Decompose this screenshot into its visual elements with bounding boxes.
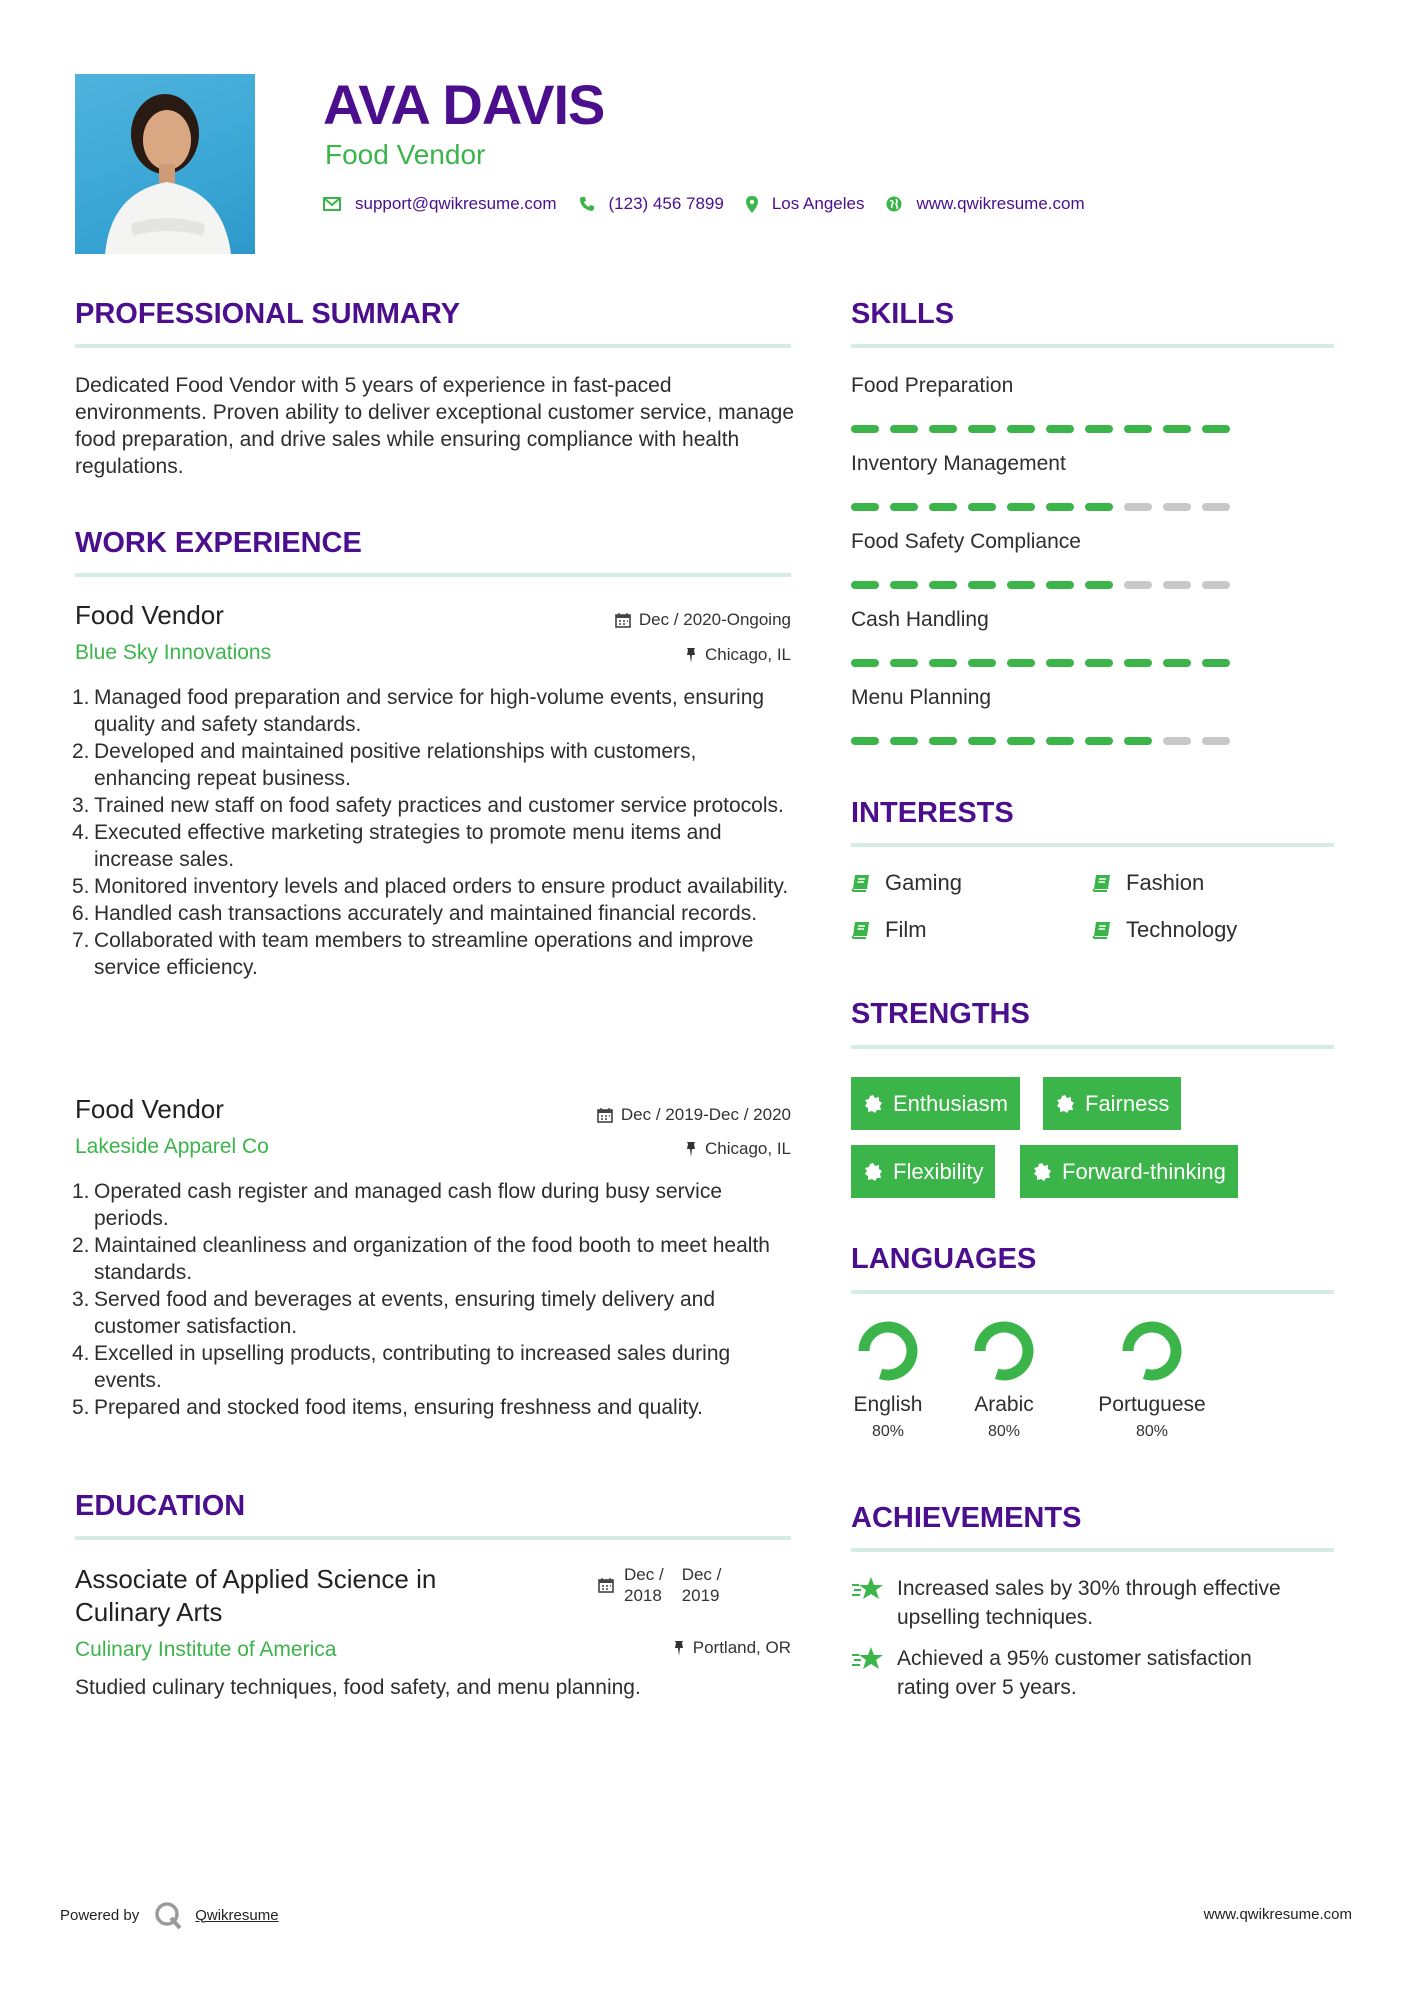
skill-segment	[1163, 659, 1191, 667]
language-percent: 80%	[1135, 1423, 1169, 1440]
job-2-dates-text: Dec / 2019-Dec / 2020	[620, 1105, 791, 1124]
pushpin-icon	[685, 647, 697, 663]
skill-segment	[1163, 503, 1191, 511]
achievement-item: Increased sales by 30% through effective upselling techniques.	[851, 1574, 1281, 1632]
contact-bar	[323, 194, 1107, 214]
skill-segment	[1085, 581, 1113, 589]
skill-segment	[968, 503, 996, 511]
skills-rule	[851, 344, 1334, 348]
contact-phone[interactable]	[579, 194, 724, 214]
skill-segment	[851, 659, 879, 667]
strength-tag: Fairness	[1043, 1077, 1181, 1130]
job-2-title: Food Vendor	[75, 1094, 224, 1124]
duty-item: 5. Prepared and stocked food items, ensuring freshness and quality.	[72, 1396, 703, 1419]
interest-item: Gaming	[851, 870, 962, 896]
edu-start-month: Dec /	[624, 1565, 664, 1584]
book-icon	[851, 921, 871, 939]
interest-item: Fashion	[1092, 870, 1204, 896]
badge-icon	[863, 1162, 883, 1182]
job-1-dates-text: Dec / 2020-Ongoing	[638, 610, 791, 629]
skill-segment	[851, 503, 879, 511]
skill-segment	[1202, 425, 1230, 433]
calendar-icon	[598, 1577, 614, 1593]
skill-segment	[1046, 737, 1074, 745]
job-2-location-text: Chicago, IL	[705, 1139, 791, 1158]
summary-rule	[75, 344, 791, 348]
degree-title	[75, 1563, 436, 1629]
pushpin-icon	[685, 1141, 697, 1157]
envelope-icon	[323, 197, 341, 211]
candidate-role: Food Vendor	[325, 139, 486, 170]
skill-segment	[1007, 581, 1035, 589]
skill-segment	[968, 425, 996, 433]
phone-icon	[579, 196, 595, 212]
duty-item: 1. Managed food preparation and service for high-volume events, ensuring quality and safety standards.	[72, 686, 765, 736]
strength-tag: Enthusiasm	[851, 1077, 1020, 1130]
duty-item: 1. Operated cash register and managed cash flow during busy service periods.	[72, 1180, 723, 1230]
skill-segment	[1007, 503, 1035, 511]
skill-segment	[851, 581, 879, 589]
skill-segment	[929, 581, 957, 589]
skill-segment	[1085, 737, 1113, 745]
degree-line-1: Associate of Applied Science in	[75, 1564, 437, 1594]
skill-segment	[851, 425, 879, 433]
book-icon	[851, 874, 871, 892]
language-gauge	[971, 1318, 1037, 1384]
skill-segment	[968, 659, 996, 667]
calendar-icon	[615, 612, 631, 628]
skill-segment	[890, 659, 918, 667]
interest-item: Technology	[1092, 917, 1237, 943]
skill-name: Food Safety Compliance	[851, 530, 1081, 553]
summary-heading: PROFESSIONAL SUMMARY	[75, 298, 461, 330]
job-2-duties	[72, 1178, 797, 1421]
contact-email[interactable]	[323, 194, 557, 214]
achievement-item: Achieved a 95% customer satisfaction rating over 5 years.	[851, 1644, 1252, 1702]
skill-segment	[890, 737, 918, 745]
education-location	[480, 1638, 791, 1658]
duty-item: 3. Trained new staff on food safety practices and customer service protocols.	[72, 794, 784, 817]
calendar-icon	[597, 1107, 613, 1123]
skill-segment	[1085, 503, 1113, 511]
skill-name: Inventory Management	[851, 452, 1066, 475]
skill-segment	[1124, 737, 1152, 745]
experience-rule	[75, 573, 791, 577]
job-2-location	[480, 1139, 791, 1159]
strength-tag: Forward-thinking	[1020, 1145, 1238, 1198]
skill-segment	[1124, 503, 1152, 511]
interest-item: Film	[851, 917, 927, 943]
duty-item: 2. Developed and maintained positive relationships with customers, enhancing repeat business.	[72, 740, 697, 790]
candidate-name: AVA DAVIS	[323, 73, 605, 136]
qwikresume-logo-icon	[153, 1900, 183, 1930]
language-arc	[1128, 1327, 1176, 1375]
skill-segment	[1163, 425, 1191, 433]
strength-tag: Flexibility	[851, 1145, 995, 1198]
languages-heading: LANGUAGES	[851, 1243, 1037, 1275]
job-1-location	[480, 645, 791, 665]
achievements-heading: ACHIEVEMENTS	[851, 1502, 1082, 1534]
duty-item: 4. Excelled in upselling products, contributing to increased sales during events.	[72, 1342, 731, 1392]
duty-item: 2. Maintained cleanliness and organization of the food booth to meet health standards.	[72, 1234, 770, 1284]
language-item	[944, 1318, 1064, 1441]
skill-segment	[890, 581, 918, 589]
education-rule	[75, 1536, 791, 1540]
duty-item: 3. Served food and beverages at events, ensuring timely delivery and customer satisfaction.	[72, 1288, 716, 1338]
skill-bar	[851, 425, 1241, 433]
skill-segment	[1202, 503, 1230, 511]
skill-segment	[851, 737, 879, 745]
degree-line-2: Culinary Arts	[75, 1597, 223, 1627]
language-arc	[864, 1327, 912, 1375]
skill-segment	[1007, 425, 1035, 433]
edu-end-month: Dec /	[681, 1565, 722, 1584]
education-description: Studied culinary techniques, food safety, and menu planning.	[75, 1676, 641, 1699]
skill-segment	[929, 659, 957, 667]
skill-segment	[1046, 425, 1074, 433]
languages-rule	[851, 1290, 1334, 1294]
interests-rule	[851, 843, 1334, 847]
job-2-company: Lakeside Apparel Co	[75, 1135, 269, 1158]
footer-powered-by	[60, 1900, 279, 1930]
location-text: Los Angeles	[771, 194, 865, 213]
duty-item: 4. Executed effective marketing strategies to promote menu items and increase sales.	[72, 821, 722, 871]
job-1-location-text: Chicago, IL	[705, 645, 791, 664]
skill-segment	[1085, 425, 1113, 433]
edu-start-year: 2018	[624, 1586, 662, 1605]
email-text: support@qwikresume.com	[355, 194, 557, 213]
strengths-heading: STRENGTHS	[851, 998, 1030, 1030]
badge-icon	[863, 1094, 883, 1114]
contact-location	[746, 194, 865, 214]
job-2-dates	[480, 1105, 791, 1125]
skill-segment	[1046, 503, 1074, 511]
experience-heading: WORK EXPERIENCE	[75, 527, 362, 559]
duty-item: 5. Monitored inventory levels and placed orders to ensure product availability.	[72, 875, 789, 898]
skill-segment	[1202, 659, 1230, 667]
globe-icon	[886, 196, 902, 212]
language-arc	[980, 1327, 1028, 1375]
skill-segment	[1124, 659, 1152, 667]
achievements-rule	[851, 1548, 1334, 1552]
skill-bar	[851, 581, 1241, 589]
powered-by-text: Powered by	[60, 1906, 140, 1924]
skill-bar	[851, 503, 1241, 511]
language-name: Arabic	[974, 1393, 1034, 1416]
summary-text: Dedicated Food Vendor with 5 years of experience in fast-paced environments. Proven ability to deliver exceptional customer service, manage food preparation, and drive sales while ensuring compliance with health regulations.	[75, 374, 795, 478]
book-icon	[1092, 874, 1112, 892]
skill-segment	[1202, 737, 1230, 745]
badge-icon	[1055, 1094, 1075, 1114]
strengths-rule	[851, 1045, 1334, 1049]
education-heading: EDUCATION	[75, 1490, 246, 1522]
job-1-dates	[480, 610, 791, 630]
job-1-title: Food Vendor	[75, 600, 224, 630]
edu-end-year: 2019	[681, 1586, 720, 1605]
skill-name: Cash Handling	[851, 608, 989, 631]
language-item	[1092, 1318, 1212, 1441]
job-1-duties	[72, 684, 797, 981]
trophy-star-icon	[851, 1576, 885, 1602]
skill-segment	[1124, 425, 1152, 433]
skill-segment	[968, 737, 996, 745]
language-gauge	[1119, 1318, 1185, 1384]
interests-heading: INTERESTS	[851, 797, 1014, 829]
duty-item: 6. Handled cash transactions accurately and maintained financial records.	[72, 902, 758, 925]
profile-photo	[75, 74, 255, 254]
duty-item: 7. Collaborated with team members to streamline operations and improve service efficiency.	[72, 929, 754, 979]
skill-segment	[1046, 581, 1074, 589]
language-name: Portuguese	[1098, 1393, 1206, 1416]
skill-segment	[1124, 581, 1152, 589]
education-dates	[598, 1564, 721, 1606]
skill-name: Menu Planning	[851, 686, 992, 709]
skills-heading: SKILLS	[851, 298, 955, 330]
contact-website[interactable]	[886, 194, 1084, 214]
language-percent: 80%	[987, 1423, 1021, 1440]
skill-segment	[968, 581, 996, 589]
language-name: English	[853, 1393, 923, 1416]
skill-segment	[1007, 737, 1035, 745]
skill-segment	[929, 737, 957, 745]
phone-text: (123) 456 7899	[608, 194, 724, 213]
skill-name: Food Preparation	[851, 374, 1014, 397]
education-location-text: Portland, OR	[692, 1638, 791, 1657]
skill-segment	[890, 503, 918, 511]
language-item	[828, 1318, 948, 1441]
job-1-company: Blue Sky Innovations	[75, 641, 272, 664]
footer-brand-link[interactable]: Qwikresume	[195, 1906, 279, 1924]
skill-segment	[929, 503, 957, 511]
badge-icon	[1032, 1162, 1052, 1182]
language-gauge	[855, 1318, 921, 1384]
skill-bar	[851, 659, 1241, 667]
book-icon	[1092, 921, 1112, 939]
skill-segment	[1202, 581, 1230, 589]
skill-segment	[890, 425, 918, 433]
skill-segment	[1007, 659, 1035, 667]
pushpin-icon	[673, 1640, 685, 1656]
website-text: www.qwikresume.com	[916, 194, 1085, 213]
skill-segment	[1046, 659, 1074, 667]
trophy-star-icon	[851, 1646, 885, 1672]
skill-segment	[1085, 659, 1113, 667]
map-pin-icon	[746, 196, 758, 213]
school-name: Culinary Institute of America	[75, 1638, 337, 1661]
skill-segment	[929, 425, 957, 433]
skill-segment	[1163, 581, 1191, 589]
skill-bar	[851, 737, 1241, 745]
footer-site[interactable]: www.qwikresume.com	[1203, 1906, 1352, 1923]
skill-segment	[1163, 737, 1191, 745]
language-percent: 80%	[871, 1423, 905, 1440]
